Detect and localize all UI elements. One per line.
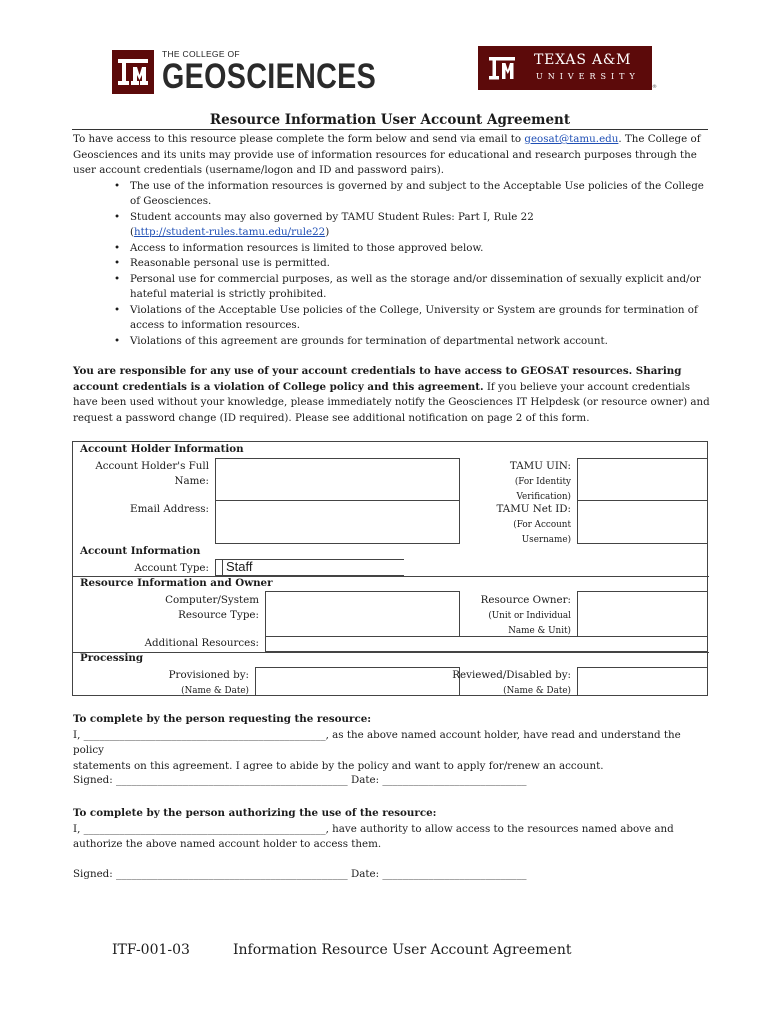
email-link[interactable]: geosat@tamu.edu (524, 133, 619, 145)
authorizer-heading: To complete by the person authorizing the use of the resource: (73, 807, 437, 819)
account-type-label: Account Type: (134, 562, 209, 574)
requester-signature-blank[interactable]: _____________________________________________ (116, 774, 348, 786)
requester-statement: I, _______________________________________________, as the above named account holder, have read and understand the policy (73, 728, 681, 756)
resource-heading: Resource Information and Owner (80, 577, 273, 589)
email-label: Email Address: (130, 503, 209, 515)
owner-field[interactable] (577, 591, 708, 637)
authorizer-signature-blank[interactable]: _____________________________________________ (116, 868, 348, 880)
intro-paragraph: To have access to this resource please complete the form below and send via email to geosat@tamu.edu. The College of Geosciences and its units may provide use of information resources for educational and research purposes through the user account credentials (username/logon and ID and password pairs). (73, 133, 701, 176)
requester-name-blank[interactable]: _______________________________________________ (83, 728, 326, 741)
provisioned-field[interactable] (255, 667, 460, 696)
form-name: Information Resource User Account Agreement (233, 942, 572, 958)
authorizer-date-blank[interactable]: ____________________________ (382, 868, 527, 880)
netid-field[interactable] (577, 500, 708, 544)
requester-statement-2: statements on this agreement. I agree to abide by the policy and want to apply for/renew an account. (73, 759, 604, 772)
responsibility-paragraph: You are responsible for any use of your account credentials to have access to GEOSAT resources. Sharing account credentials is a violation of College policy and this agreement. If you believe your account credentials have been used without your knowledge, please immediately notify the Geosciences IT Helpdesk (or resource owner) and request a password change (ID required). Please see additional notification on page 2 of this form. (73, 365, 710, 424)
authorizer-statement-2: authorize the above named account holder to access them. (73, 838, 382, 850)
list-item: • The use of the information resources is governed by and subject to the Acceptable Use policies of the College of Geosciences. (73, 179, 713, 210)
list-item: • Violations of this agreement are grounds for termination of departmental network account. (73, 334, 713, 350)
requester-signature-line: Signed: _____________________________________________ Date: ____________________________ (73, 774, 527, 786)
tamu-university: UNIVERSITY (536, 72, 640, 81)
system-type-label: Computer/System Resource Type: (165, 594, 259, 621)
reviewed-label: Reviewed/Disabled by: (Name & Date) (452, 669, 571, 696)
atm-logo-icon (112, 50, 154, 94)
account-type-select[interactable] (222, 559, 404, 576)
owner-label: Resource Owner: (Unit or Individual Name & Unit) (480, 594, 571, 636)
registered-mark: ® (652, 84, 657, 90)
tamu-logo (478, 46, 652, 90)
account-holder-heading: Account Holder Information (80, 443, 244, 455)
list-item: • Student accounts may also governed by TAMU Student Rules: Part I, Rule 22 (http://student-rules.tamu.edu/rule22) (73, 210, 713, 241)
uin-field[interactable] (577, 458, 708, 501)
list-item: • Reasonable personal use is permitted. (73, 256, 713, 272)
list-item: • Violations of the Acceptable Use policies of the College, University or System are grounds for termination of access to information resources. (73, 303, 713, 334)
authorizer-statement: I, _______________________________________________, have authority to allow access to the resources named above and (73, 822, 674, 835)
account-form (72, 441, 708, 696)
intro-section (73, 132, 713, 349)
authorizer-section (73, 806, 713, 853)
requester-section (73, 712, 713, 774)
college-small-label: THE COLLEGE OF (162, 49, 240, 59)
requester-date-blank[interactable]: ____________________________ (382, 774, 527, 786)
page-title: Resource Information User Account Agreement (209, 112, 571, 128)
additional-resources-label: Additional Resources: (144, 637, 259, 649)
tamu-atm-icon (482, 46, 526, 90)
reviewed-field[interactable] (577, 667, 708, 696)
full-name-field[interactable] (215, 458, 460, 501)
authorizer-name-blank[interactable]: _______________________________________________ (83, 822, 326, 835)
system-type-field[interactable] (265, 591, 460, 637)
netid-label: TAMU Net ID: (For Account Username) (496, 503, 571, 545)
authorizer-signature-line: Signed: _____________________________________________ Date: ____________________________ (73, 868, 527, 880)
policy-list (73, 179, 713, 350)
account-type-value: Staff (226, 559, 253, 574)
email-field[interactable] (215, 500, 460, 544)
title-divider (72, 129, 708, 130)
geosciences-logo (112, 50, 423, 95)
uin-label: TAMU UIN: (For Identity Verification) (509, 460, 571, 502)
list-item: • Access to information resources is limited to those approved below. (73, 241, 713, 257)
list-item: • Personal use for commercial purposes, as well as the storage and/or dissemination of sexually explicit and/or hateful material is strictly prohibited. (73, 272, 713, 303)
college-name: GEOSCIENCES (162, 57, 377, 96)
tamu-name: TEXAS A&M (534, 52, 632, 68)
rule-link[interactable]: http://student-rules.tamu.edu/rule22 (134, 226, 326, 238)
divider (73, 652, 709, 653)
processing-heading: Processing (80, 652, 144, 664)
provisioned-label: Provisioned by: (Name & Date) (168, 669, 249, 696)
requester-heading: To complete by the person requesting the resource: (73, 713, 372, 725)
additional-resources-field[interactable] (265, 636, 708, 652)
full-name-label: Account Holder's Full Name: (95, 460, 209, 487)
form-code: ITF-001-03 (112, 942, 190, 958)
account-info-heading: Account Information (80, 545, 201, 557)
